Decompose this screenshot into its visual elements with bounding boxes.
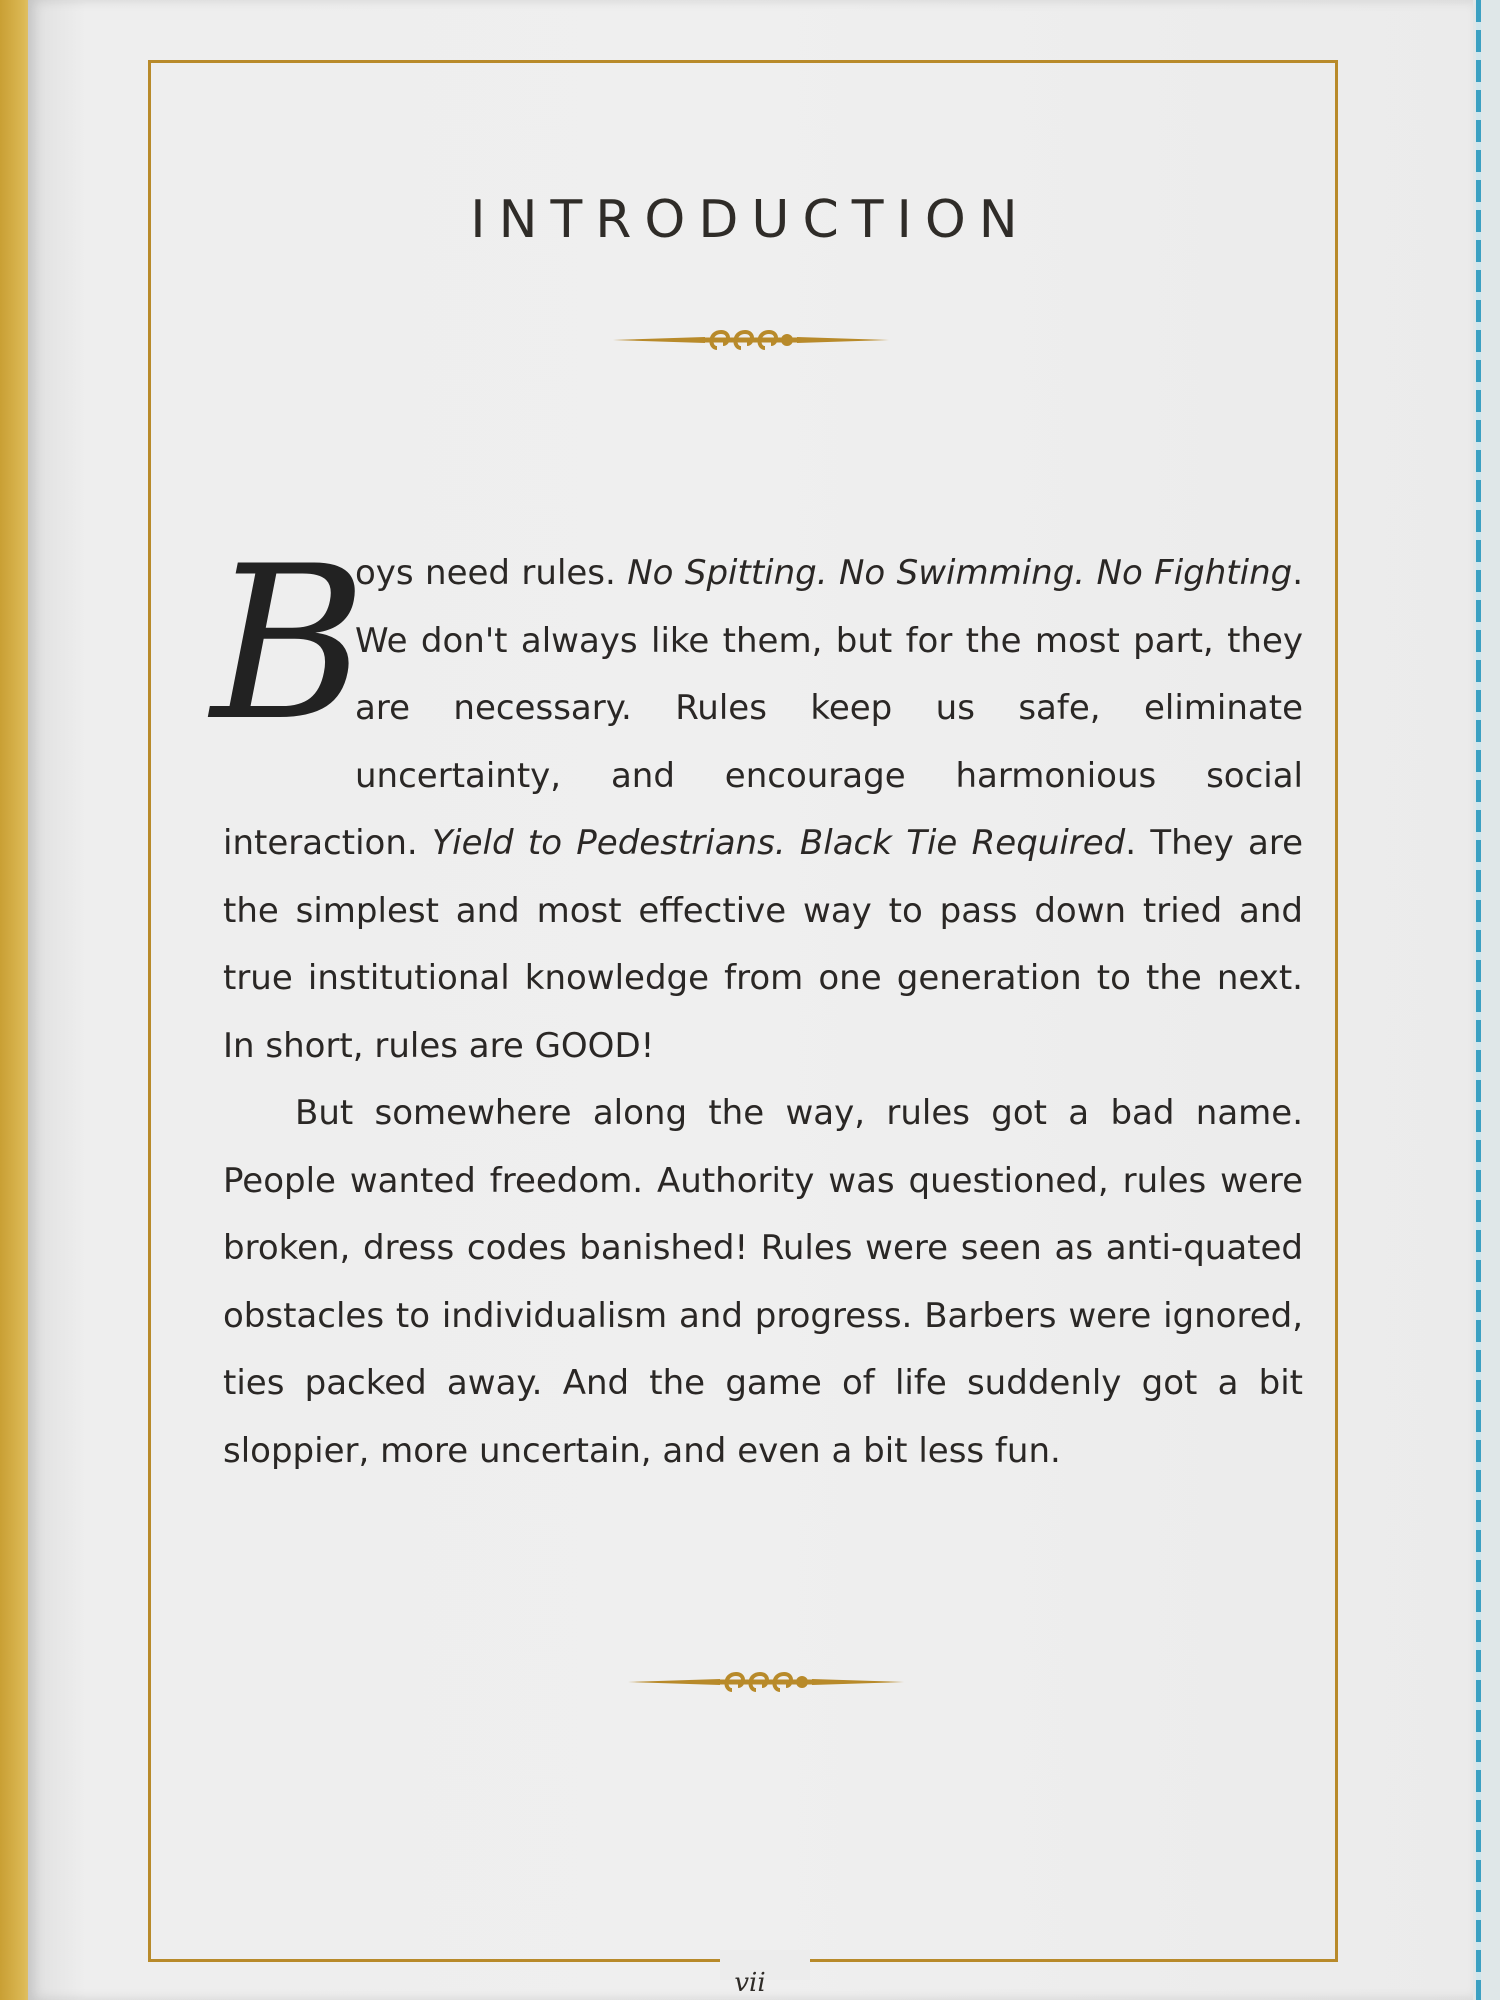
scroll-flourish-icon [628, 1668, 904, 1696]
body-text [211, 520, 1304, 1485]
rule-example: No Spitting. [627, 553, 828, 593]
paragraph-1-text: . We don't always like them, but for the most part, they are necessary. Rules keep us safe, eliminate uncertainty, and encourage harmonious social interaction. [223, 553, 1304, 863]
rule-example: Yield to Pedestrians. [432, 823, 786, 863]
page-number: vii [734, 1968, 766, 1998]
rule-example: Black Tie Required [799, 823, 1126, 863]
rule-example: No Swimming. [838, 553, 1086, 593]
scroll-flourish-icon [613, 326, 889, 354]
book-page [28, 0, 1473, 2000]
drop-cap: B [211, 520, 367, 767]
paragraph-1-text: oys need rules. [355, 553, 628, 593]
paragraph-1 [211, 520, 1304, 1080]
paragraph-1-text: . They are the simplest and most effective way to pass down tried and true institutional knowledge from one generation to the next. In short, rules are GOOD! [223, 823, 1304, 1066]
paragraph-2: But somewhere along the way, rules got a bad name. People wanted freedom. Authority was questioned, rules were broken, dress codes banished! Rules were seen as anti-quated obstacles to individualism and progress. Barbers were ignored, ties packed away. And the game of life suddenly got a bit sloppier, more uncertain, and even a bit less fun. [223, 1093, 1303, 1471]
chapter-heading: INTRODUCTION [470, 190, 1031, 250]
rule-example: No Fighting [1096, 553, 1293, 593]
